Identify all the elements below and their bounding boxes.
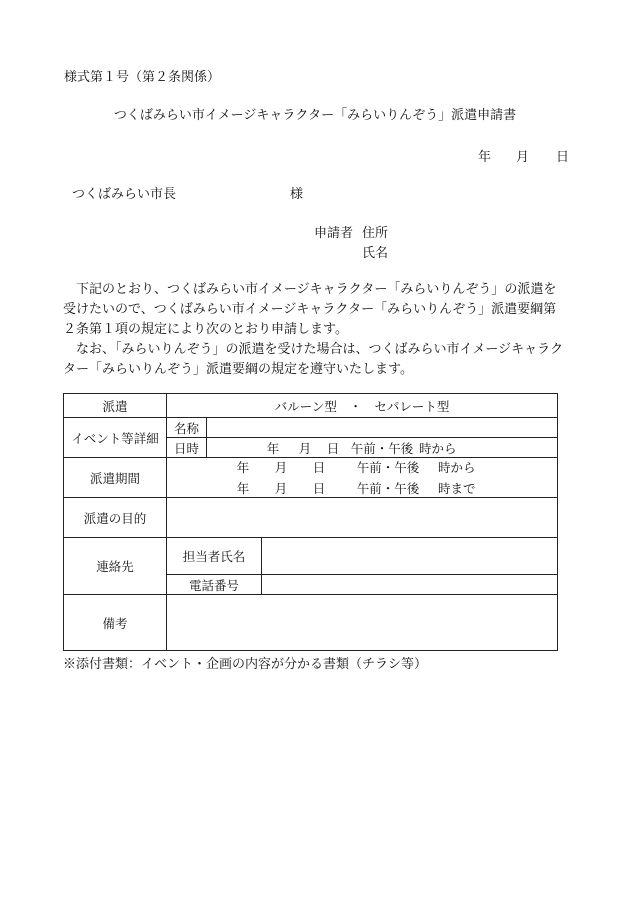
date-line bbox=[478, 146, 569, 165]
body-text bbox=[63, 280, 569, 380]
body-paragraph-1: 下記のとおり、つくばみらい市イメージキャラクター「みらいりんぞう」の派遣を受けたいので、つくばみらい市イメージキャラクター「みらいりんぞう」派遣要綱第２条第１項の規定により次のとおり申請します。 bbox=[63, 282, 557, 337]
contact-phone-label: 電話番号 bbox=[167, 575, 262, 595]
date-month: 月 bbox=[516, 150, 530, 165]
purpose-field[interactable] bbox=[167, 498, 558, 538]
date-day: 日 bbox=[556, 150, 570, 165]
contact-person-label: 担当者氏名 bbox=[167, 538, 262, 575]
remarks-field[interactable] bbox=[167, 595, 558, 651]
application-table bbox=[63, 393, 558, 651]
period-label: 派遣期間 bbox=[64, 458, 167, 498]
pf-month: 月 bbox=[274, 460, 288, 475]
contact-person-field[interactable] bbox=[262, 538, 558, 575]
applicant-name-label: 氏名 bbox=[362, 246, 389, 261]
applicant-block bbox=[314, 222, 388, 262]
addressee-name: つくばみらい市長 bbox=[72, 187, 177, 202]
dt-month: 月 bbox=[298, 440, 312, 456]
event-datetime-label: 日時 bbox=[167, 438, 207, 458]
pt-year: 年 bbox=[236, 481, 250, 496]
pf-year: 年 bbox=[236, 460, 250, 475]
purpose-label: 派遣の目的 bbox=[64, 498, 167, 538]
pt-ampm: 午前・午後 bbox=[356, 481, 420, 496]
event-datetime-field[interactable] bbox=[207, 438, 558, 458]
dt-year: 年 bbox=[266, 440, 280, 456]
pf-hour: 時から bbox=[438, 460, 476, 475]
contact-phone-field[interactable] bbox=[262, 575, 558, 595]
document-title: つくばみらい市イメージキャラクター「みらいりんぞう」派遣申請書 bbox=[113, 108, 517, 123]
applicant-address-label: 住所 bbox=[362, 226, 389, 241]
pt-month: 月 bbox=[274, 481, 288, 496]
pf-day: 日 bbox=[312, 460, 326, 475]
addressee-honorific: 様 bbox=[290, 187, 304, 202]
remarks-label: 備考 bbox=[64, 595, 167, 651]
dt-ampm: 午前・午後 bbox=[350, 440, 414, 456]
dispatch-label: 派遣 bbox=[64, 394, 167, 418]
event-name-label: 名称 bbox=[167, 418, 207, 438]
body-paragraph-2: なお、「みらいりんぞう」の派遣を受けた場合は、つくばみらい市イメージキャラクター「みらいりんぞう」派遣要綱の規定を遵守いたします。 bbox=[63, 342, 564, 377]
event-label: イベント等詳細 bbox=[64, 418, 167, 458]
dispatch-options[interactable]: バルーン型 ・ セパレート型 bbox=[167, 394, 558, 418]
applicant-label: 申請者 bbox=[314, 226, 354, 241]
pt-day: 日 bbox=[312, 481, 326, 496]
dt-day: 日 bbox=[326, 440, 340, 456]
pf-ampm: 午前・午後 bbox=[356, 460, 420, 475]
attachment-footnote: ※添付書類：イベント・企画の内容が分かる書類（チラシ等） bbox=[63, 657, 428, 672]
dt-hour: 時から bbox=[419, 440, 457, 456]
form-number: 様式第１号（第２条関係） bbox=[64, 70, 221, 85]
contact-label: 連絡先 bbox=[64, 538, 167, 595]
period-field[interactable] bbox=[167, 458, 558, 498]
date-year: 年 bbox=[478, 150, 492, 165]
event-name-field[interactable] bbox=[207, 418, 558, 438]
pt-hour: 時まで bbox=[438, 481, 476, 496]
